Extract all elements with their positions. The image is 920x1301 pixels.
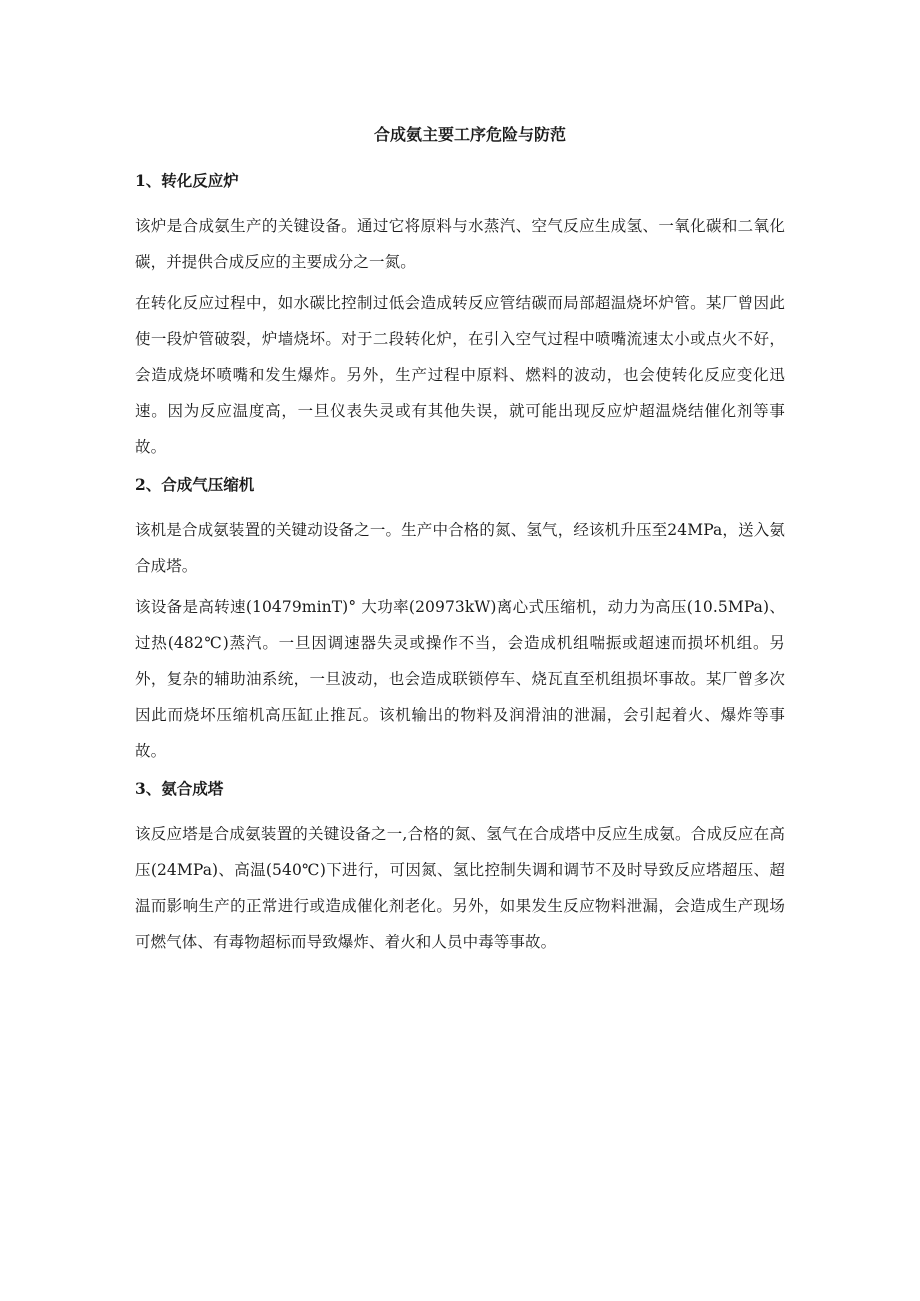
section-heading: 1、转化反应炉 — [135, 171, 239, 190]
page-title: 合成氨主要工序危险与防范 — [373, 125, 566, 144]
section-heading: 3、氨合成塔 — [135, 779, 224, 798]
paragraph: 该炉是合成氨生产的关键设备。通过它将原料与水蒸汽、空气反应生成氢、一氧化碳和二氧化碳，并提供合成反应的主要成分之一氮。 — [135, 217, 785, 271]
paragraph: 该反应塔是合成氨装置的关键设备之一,合格的氮、氢气在合成塔中反应生成氨。合成反应在高压(24MPa)、高温(540℃)下进行，可因氮、氢比控制失调和调节不及时导致反应塔超压、超温而影响生产的正常进行或造成催化剂老化。另外，如果发生反应物料泄漏，会造成生产现场可燃气体、有毒物超标而导致爆炸、着火和人员中毒等事故。 — [135, 825, 785, 951]
section-heading: 2、合成气压缩机 — [135, 475, 255, 494]
paragraph: 在转化反应过程中，如水碳比控制过低会造成转反应管结碳而局部超温烧坏炉管。某厂曾因此使一段炉管破裂，炉墙烧坏。对于二段转化炉，在引入空气过程中喷嘴流速太小或点火不好，会造成烧坏喷嘴和发生爆炸。另外，生产过程中原料、燃料的波动，也会使转化反应变化迅速。因为反应温度高，一旦仪表失灵或有其他失误，就可能出现反应炉超温烧结催化剂等事故。 — [135, 294, 785, 456]
paragraph: 该设备是高转速(10479minT)° 大功率(20973kW)离心式压缩机，动力为高压(10.5MPa)、过热(482℃)蒸汽。一旦因调速器失灵或操作不当，会造成机组喘振或超速而损坏机组。另外，复杂的辅助油系统，一旦波动，也会造成联锁停车、烧瓦直至机组损坏事故。某厂曾多次因此而烧坏压缩机高压缸止推瓦。该机输出的物料及润滑油的泄漏，会引起着火、爆炸等事故。 — [135, 598, 785, 760]
paragraph: 该机是合成氨装置的关键动设备之一。生产中合格的氮、氢气，经该机升压至24MPa，送入氨合成塔。 — [135, 521, 785, 575]
document-body — [135, 121, 785, 965]
